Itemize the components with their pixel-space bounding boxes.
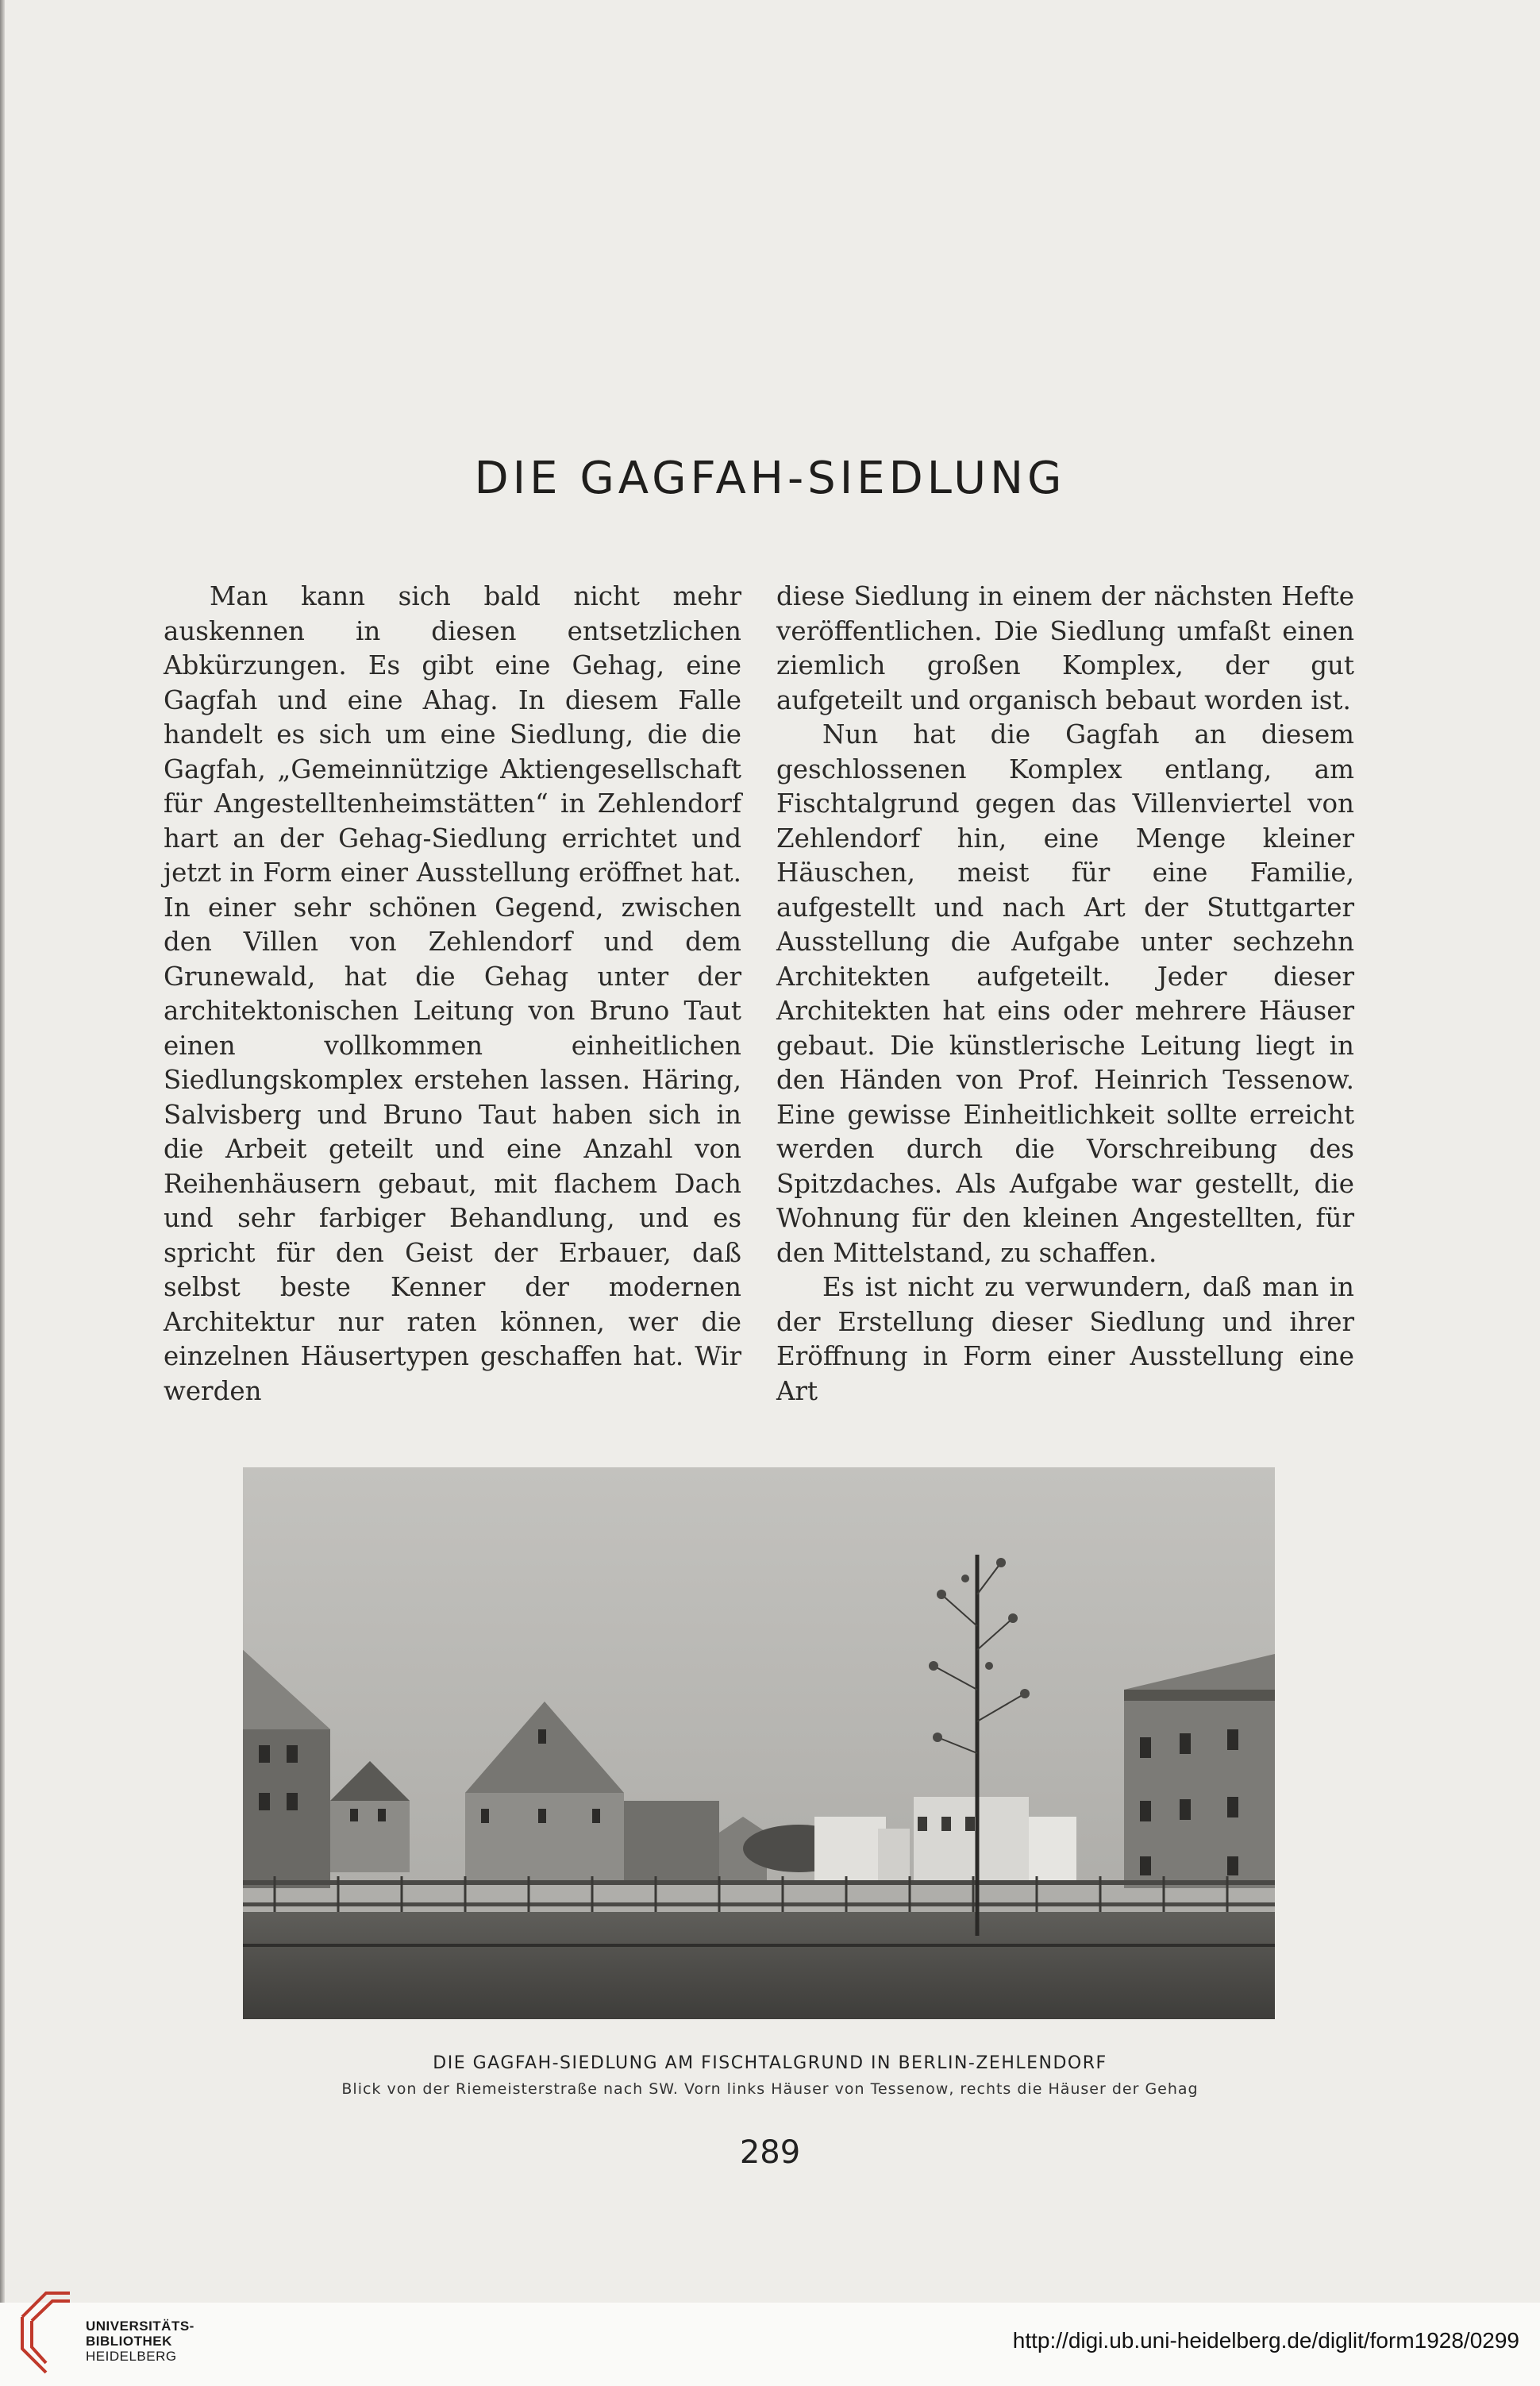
text-column-right <box>776 580 1354 1409</box>
paragraph: diese Siedlung in einem der nächsten Hefte veröffentlichen. Die Siedlung umfaßt einen ziemlich großen Komplex, der gut aufgeteilt und organisch bebaut worden ist. <box>776 581 1354 715</box>
photo-caption-title: DIE GAGFAH-SIEDLUNG AM FISCHTALGRUND IN BERLIN-ZEHLENDORF <box>433 2053 1107 2073</box>
library-name-line: UNIVERSITÄTS- <box>86 2319 194 2334</box>
paragraph: Nun hat die Gagfah an diesem geschlossenen Komplex entlang, am Fischtalgrund gegen das Villenviertel von Zehlendorf hin, eine Menge kleiner Häuschen, meist für eine Familie, aufgestellt und nach Art der Stuttgarter Ausstellung die Aufgabe unter sechzehn Architekten aufgeteilt. Jeder dieser Architekten hat eins oder mehrere Häuser gebaut. Die künstlerische Leitung liegt in den Händen von Prof. Heinrich Tessenow. Eine gewisse Einheitlichkeit sollte erreicht werden durch die Vorschreibung des Spitzdaches. Als Aufgabe war gestellt, die Wohnung für den kleinen Angestellten, für den Mittelstand, zu schaffen. <box>776 719 1354 1268</box>
article-title: DIE GAGFAH-SIEDLUNG <box>474 452 1066 504</box>
library-logo-icon <box>14 2285 78 2374</box>
photo-illustration <box>243 1467 1275 2019</box>
library-name <box>86 2319 194 2364</box>
scan-edge-shadow <box>0 0 5 2303</box>
paragraph: Man kann sich bald nicht mehr auskennen in diesen entsetzlichen Abkürzungen. Es gibt eine Gehag, eine Gagfah und eine Ahag. In diesem Falle handelt es sich um eine Siedlung, die die Gagfah, „Gemeinnützige Aktiengesellschaft für Angestelltenheimstätten“ in Zehlendorf hart an der Gehag-Siedlung errichtet und jetzt in Form einer Ausstellung eröffnet hat. In einer sehr schönen Gegend, zwischen den Villen von Zehlendorf und dem Grunewald, hat die Gehag unter der architektonischen Leitung von Bruno Taut einen vollkommen einheitlichen Siedlungskomplex erstehen lassen. Häring, Salvisberg und Bruno Taut haben sich in die Arbeit geteilt und eine Anzahl von Reihenhäusern gebaut, mit flachem Dach und sehr farbiger Behandlung, und es spricht für den Geist der Erbauer, daß selbst beste Kenner der modernen Architektur nur raten können, wer die einzelnen Häusertypen geschaffen hat. Wir werden <box>164 581 741 1406</box>
paragraph: Es ist nicht zu verwundern, daß man in der Erstellung dieser Siedlung und ihrer Eröffnung in Form einer Ausstellung eine Art <box>776 1272 1354 1406</box>
photo-caption-description: Blick von der Riemeisterstraße nach SW. Vorn links Häuser von Tessenow, rechts die Häuser der Gehag <box>341 2080 1199 2098</box>
library-name-line: BIBLIOTHEK <box>86 2334 172 2349</box>
library-name-line: HEIDELBERG <box>86 2349 177 2364</box>
source-url-link[interactable]: http://digi.ub.uni-heidelberg.de/diglit/form1928/0299 <box>1012 2328 1519 2353</box>
settlement-photograph <box>243 1467 1275 2019</box>
text-column-left <box>164 580 741 1409</box>
page-number: 289 <box>739 2134 801 2171</box>
